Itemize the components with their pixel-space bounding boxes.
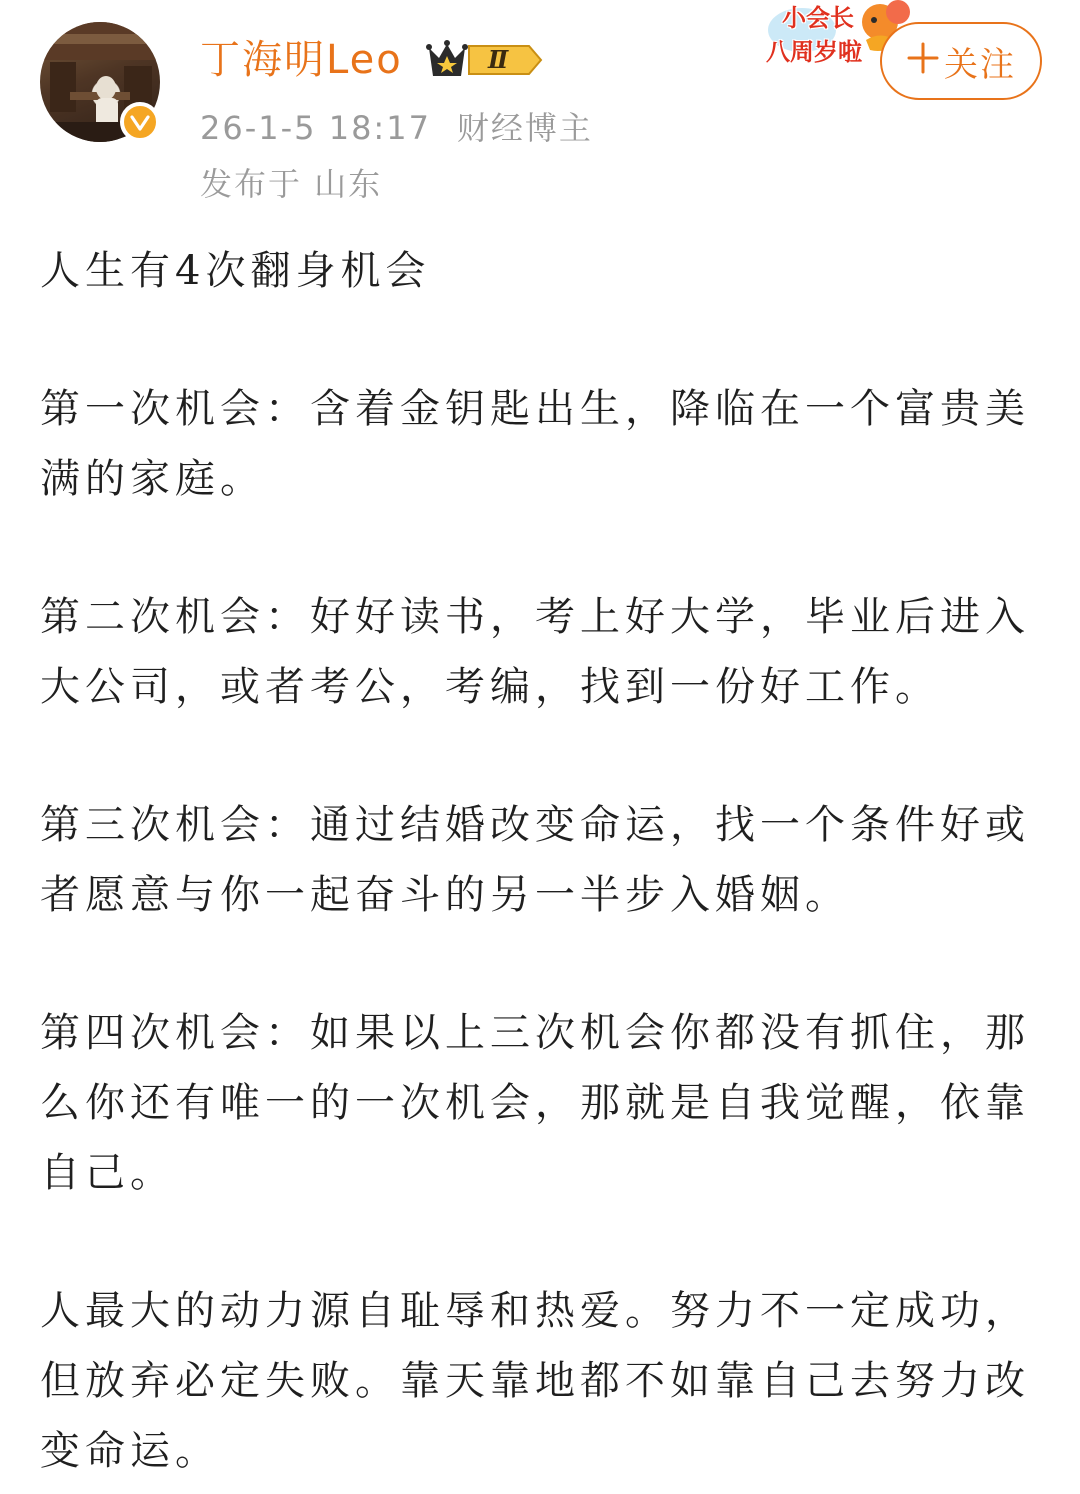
promo-text-line2: 八周岁啦 (766, 38, 862, 66)
post-paragraph: 第二次机会：好好读书，考上好大学，毕业后进入大公司，或者考公，考编，找到一份好工作。 (40, 594, 1030, 710)
post-location: 发布于 山东 (200, 165, 383, 203)
avatar[interactable] (40, 22, 160, 142)
author-category: 财经博主 (456, 109, 593, 147)
promo-text-line1: 小会长 (782, 4, 854, 32)
post-paragraph: 第一次机会：含着金钥匙出生，降临在一个富贵美满的家庭。 (40, 386, 1030, 502)
post-paragraph: 第三次机会：通过结婚改变命运，找一个条件好或者愿意与你一起奋斗的另一半步入婚姻。 (40, 802, 1030, 918)
post-timestamp: 26-1-5 18:17 (200, 109, 431, 147)
verified-badge-icon (120, 102, 160, 142)
follow-button-label: 关注 (944, 44, 1016, 85)
plus-icon (906, 41, 940, 82)
vip-level-label: Ⅱ (488, 45, 509, 74)
vip-crown-badge-icon[interactable] (425, 38, 543, 82)
post-title: 人生有4次翻身机会 (40, 248, 431, 294)
post-header (0, 0, 1080, 220)
follow-button[interactable] (880, 22, 1042, 100)
post-meta (200, 108, 593, 148)
username[interactable]: 丁海明Leo (200, 37, 403, 83)
post-paragraph: 人最大的动力源自耻辱和热爱。努力不一定成功，但放弃必定失败。靠天靠地都不如靠自己去努力改变命运。 (40, 1288, 1030, 1474)
post-paragraph: 第四次机会：如果以上三次机会你都没有抓住，那么你还有唯一的一次机会，那就是自我觉醒，依靠自己。 (40, 1010, 1030, 1196)
post-body (40, 236, 1030, 1486)
